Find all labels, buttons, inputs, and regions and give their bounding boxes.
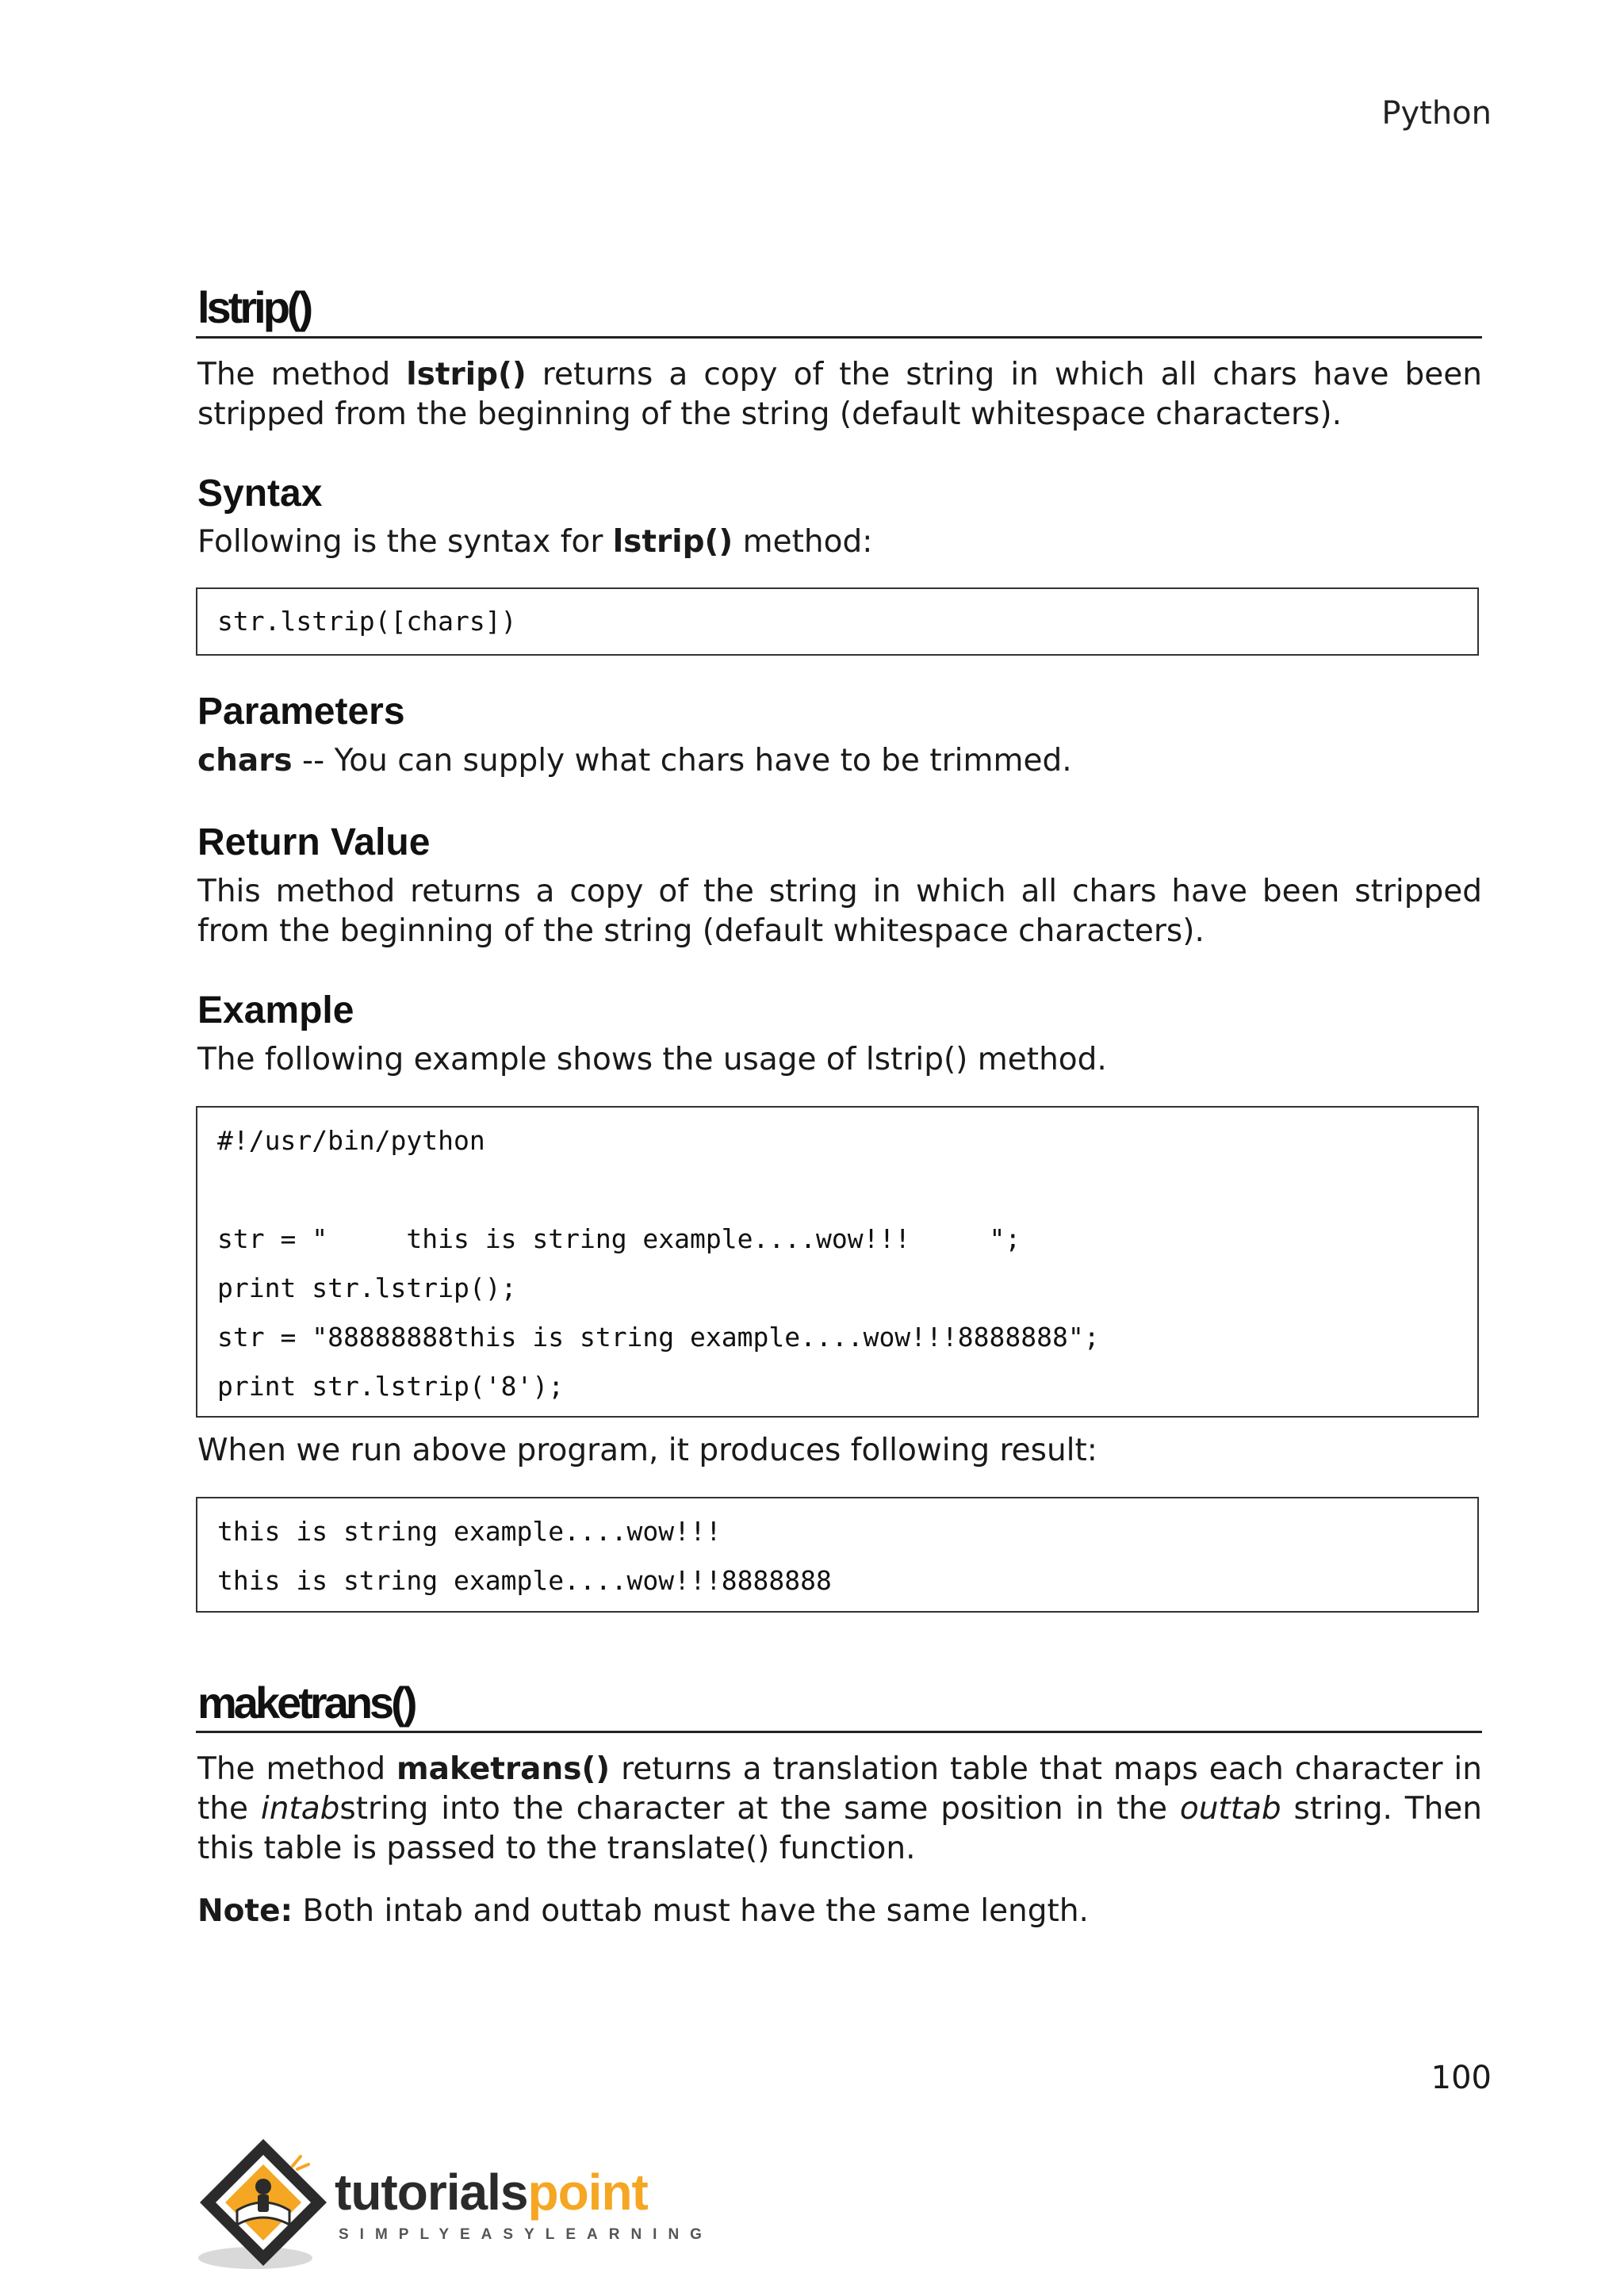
lstrip-intro: The method lstrip() returns a copy of the string in which all chars have been stripped from the beginning of the string (default whitespace characters).: [197, 357, 1482, 432]
code-line: this is string example....wow!!!: [217, 1516, 722, 1547]
section-rule: [196, 1731, 1482, 1733]
maketrans-intro: The method maketrans() returns a translation table that maps each character in the intabstring into the character at the same position in the outtab string. Then this table is passed to the translate() function.: [197, 1751, 1482, 1866]
return-value-heading: Return Value: [197, 821, 431, 863]
code-line: #!/usr/bin/python: [217, 1125, 485, 1156]
return-value-text: This method returns a copy of the string in which all chars have been stripped from the beginning of the string (default whitespace characters).: [197, 874, 1482, 949]
running-header: Python: [1381, 95, 1492, 132]
page-number: 100: [1431, 2060, 1492, 2096]
logo-wordmark: tutorialspoint: [335, 2164, 648, 2221]
code-line: print str.lstrip();: [217, 1272, 517, 1303]
example-heading: Example: [197, 989, 354, 1031]
section-title-lstrip: lstrip(): [197, 282, 311, 332]
parameters-text: chars -- You can supply what chars have to be trimmed.: [197, 743, 1072, 779]
tutorialspoint-logo: [196, 2133, 713, 2275]
logo-tagline: SIMPLYEASYLEARNING: [339, 2226, 713, 2243]
code-line: str = " this is string example....wow!!! ";: [217, 1223, 1021, 1254]
code-line: str = "88888888this is string example....wow!!!8888888";: [217, 1322, 1100, 1353]
parameters-heading: Parameters: [197, 691, 405, 733]
syntax-text: Following is the syntax for lstrip() method:: [197, 524, 873, 560]
section-rule: [196, 336, 1482, 339]
syntax-heading: Syntax: [197, 473, 323, 515]
syntax-code-box: [196, 587, 1479, 656]
result-text: When we run above program, it produces following result:: [197, 1433, 1097, 1468]
note-text: Note: Both intab and outtab must have the same length.: [197, 1893, 1089, 1929]
code-line: print str.lstrip('8');: [217, 1371, 565, 1402]
code-line: this is string example....wow!!!8888888: [217, 1565, 832, 1596]
result-code-box: [196, 1497, 1479, 1613]
tutorialspoint-logo-icon: [196, 2133, 347, 2275]
section-title-maketrans: maketrans(): [197, 1678, 415, 1728]
example-text: The following example shows the usage of lstrip() method.: [197, 1042, 1107, 1077]
example-code-box: [196, 1106, 1479, 1418]
code-line: str.lstrip([chars]): [217, 606, 517, 637]
